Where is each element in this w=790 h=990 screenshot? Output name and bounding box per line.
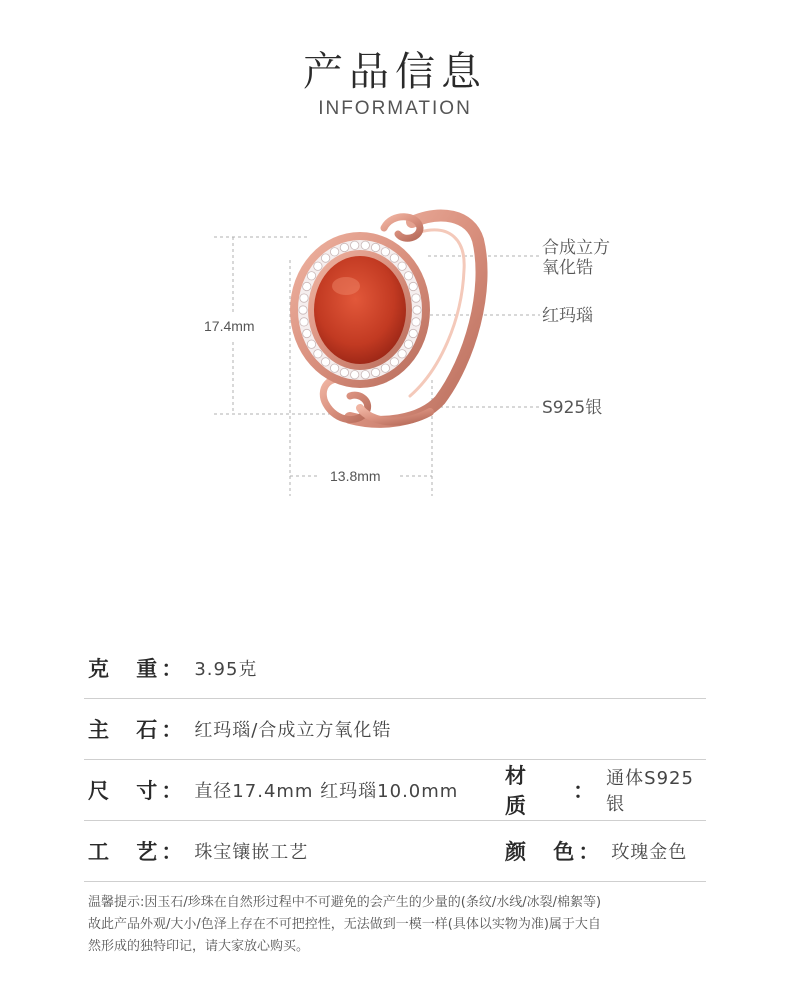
zircon-stone bbox=[361, 241, 369, 249]
zircon-stone bbox=[321, 358, 329, 366]
spec-row-stone bbox=[84, 698, 706, 760]
ring-scroll-top bbox=[384, 217, 420, 239]
notice-text bbox=[88, 892, 710, 958]
spec-craft-key: 工 艺 bbox=[88, 839, 168, 864]
zircon-stone bbox=[371, 368, 379, 376]
spec-colon: ： bbox=[573, 778, 595, 803]
ring-image bbox=[0, 200, 790, 520]
spec-size-value: 直径17.4mm 红玛瑙10.0mm bbox=[194, 780, 459, 802]
zircon-stone bbox=[330, 248, 338, 256]
zircon-stone bbox=[314, 262, 322, 270]
ring-illustration bbox=[0, 200, 790, 520]
zircon-stone bbox=[404, 340, 412, 348]
dimension-width-label: 13.8mm bbox=[330, 468, 381, 484]
callout-zircon bbox=[542, 238, 610, 278]
spec-craft-value: 珠宝镶嵌工艺 bbox=[194, 841, 309, 863]
zircon-stone bbox=[413, 306, 421, 314]
spec-row-weight bbox=[84, 637, 706, 699]
zircon-stone bbox=[330, 364, 338, 372]
spec-colon: ： bbox=[161, 778, 183, 803]
zircon-stone bbox=[300, 318, 308, 326]
spec-stone-key: 主 石 bbox=[88, 717, 168, 742]
zircon-stone bbox=[299, 306, 307, 314]
spec-colon: ： bbox=[161, 656, 183, 681]
callout-zircon-line1: 合成立方 bbox=[542, 238, 610, 258]
zircon-stone bbox=[340, 368, 348, 376]
dimension-height-label: 17.4mm bbox=[204, 318, 255, 334]
zircon-stone bbox=[307, 340, 315, 348]
spec-stone-value: 红玛瑙/合成立方氧化锆 bbox=[194, 719, 392, 741]
callout-silver: S925银 bbox=[542, 398, 603, 418]
callout-agate: 红玛瑙 bbox=[542, 306, 593, 326]
spec-material-value: 通体S925银 bbox=[606, 767, 694, 815]
zircon-stone bbox=[361, 371, 369, 379]
spec-colon: ： bbox=[161, 839, 183, 864]
spec-material-key: 材 质 bbox=[505, 763, 536, 818]
callout-zircon-line2: 氧化锆 bbox=[542, 258, 593, 278]
zircon-stone bbox=[412, 318, 420, 326]
spec-colon: ： bbox=[161, 717, 183, 742]
zircon-stone bbox=[404, 272, 412, 280]
zircon-stone bbox=[300, 294, 308, 302]
spec-color-value: 玫瑰金色 bbox=[611, 841, 688, 863]
zircon-stone bbox=[412, 294, 420, 302]
zircon-stone bbox=[390, 358, 398, 366]
zircon-stone bbox=[409, 329, 417, 337]
spec-row-size-material bbox=[84, 759, 706, 821]
zircon-stone bbox=[351, 241, 359, 249]
spec-colon: ： bbox=[578, 839, 600, 864]
page-subtitle: INFORMATION bbox=[318, 98, 472, 119]
zircon-stone bbox=[351, 371, 359, 379]
zircon-stone bbox=[321, 254, 329, 262]
zircon-stone bbox=[398, 262, 406, 270]
zircon-stone bbox=[398, 350, 406, 358]
zircon-stone bbox=[381, 248, 389, 256]
spec-color-key: 颜 色 bbox=[505, 839, 585, 864]
zircon-stone bbox=[381, 364, 389, 372]
zircon-stone bbox=[303, 282, 311, 290]
zircon-stone bbox=[307, 272, 315, 280]
page-title: 产品信息 bbox=[303, 49, 487, 95]
spec-weight-value: 3.95克 bbox=[194, 658, 258, 680]
notice-line-1: 温馨提示:因玉石/珍珠在自然形过程中不可避免的会产生的少量的(条纹/水线/冰裂/棉絮等) bbox=[88, 895, 602, 910]
zircon-stone bbox=[340, 243, 348, 251]
spec-size-key: 尺 寸 bbox=[88, 778, 168, 803]
spec-row-craft-color bbox=[84, 820, 706, 882]
red-agate-stone bbox=[314, 256, 406, 364]
stone-highlight bbox=[332, 277, 360, 295]
zircon-stone bbox=[303, 329, 311, 337]
zircon-stone bbox=[314, 350, 322, 358]
notice-line-2: 故此产品外观/大小/色泽上存在不可把控性，无法做到一模一样(具体以实物为准)属于大自 bbox=[88, 917, 601, 932]
zircon-stone bbox=[390, 254, 398, 262]
spec-weight-key: 克 重 bbox=[88, 656, 168, 681]
zircon-stone bbox=[409, 282, 417, 290]
zircon-stone bbox=[371, 243, 379, 251]
notice-line-3: 然形成的独特印记，请大家放心购买。 bbox=[88, 939, 310, 954]
